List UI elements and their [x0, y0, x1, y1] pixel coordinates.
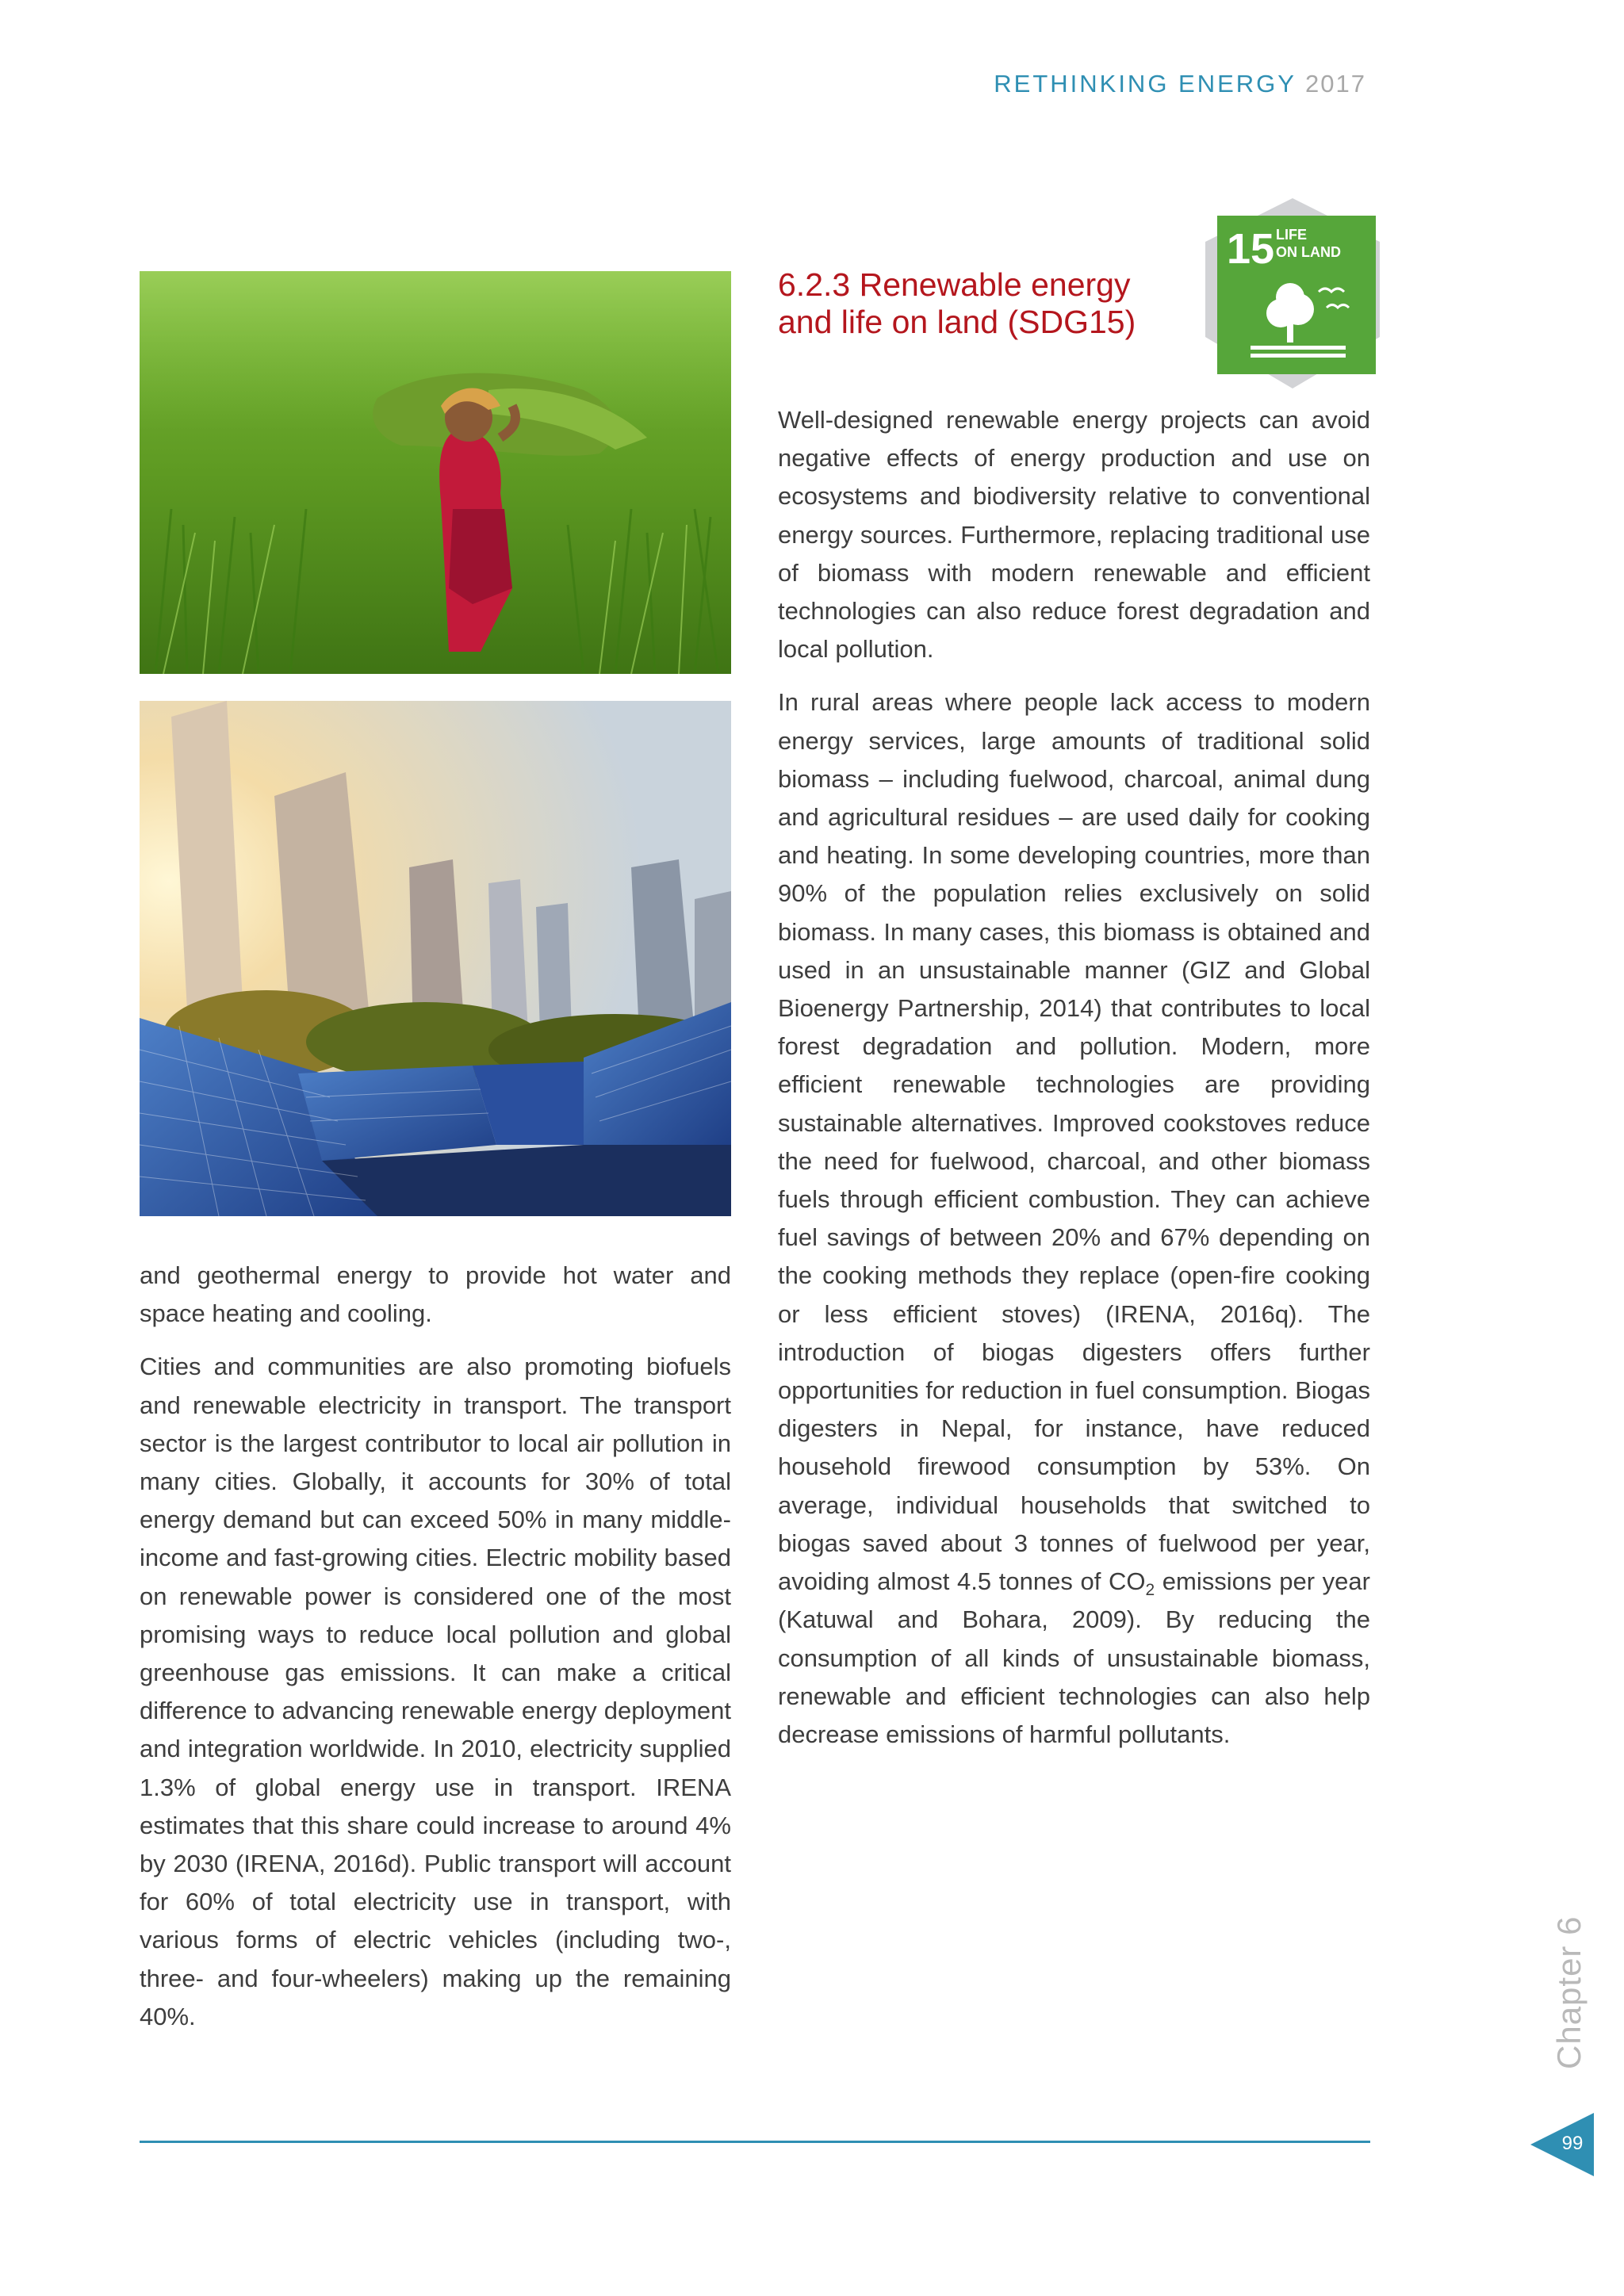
sdg-label-line1: LIFE [1276, 227, 1307, 243]
section-heading: 6.2.3 Renewable energy and life on land (SDG15) [778, 266, 1136, 340]
sdg-number: 15 [1227, 225, 1275, 273]
footer-divider [140, 2141, 1370, 2143]
paragraph: Cities and communities are also promoting biofuels and renewable electricity in transport. The transport sector is the largest contributor to local air pollution in many cities. Globally, it accounts for 30% of total energy demand but can exceed 50% in many middle-income and fast-growing cities. Electric mobility based on renewable power is considered one of the most promising ways to reduce local pollution and global greenhouse gas emissions. It can make a critical difference to advancing renewable energy deployment and integration worldwide. In 2010, electricity supplied 1.3% of global energy use in transport. IRENA estimates that this share could increase to around 4% by 2030 (IRENA, 2016d). Public transport will account for 60% of total electricity use in transport, with various forms of electric vehicles (including two-, three- and four-wheelers) making up the remaining 40%. [140, 1353, 731, 2030]
paragraph [778, 683, 1370, 1754]
header-year: 2017 [1305, 70, 1366, 98]
rice-field-farmer-photo [140, 271, 731, 674]
header-title: RETHINKING ENERGY [994, 70, 1297, 98]
co2-subscript: 2 [1145, 1581, 1155, 1600]
running-header [994, 70, 1366, 98]
city-solar-panels-photo [140, 701, 731, 1216]
page-number: 99 [1561, 2133, 1584, 2154]
paragraph: Well-designed renewable energy projects can avoid negative effects of energy production and use on ecosystems and biodiversity relative to conventional energy sources. Furthermore, replacing traditional use of biomass with modern renewable and efficient technologies can also reduce forest degradation and local pollution. [778, 406, 1370, 664]
paragraph-text: In rural areas where people lack access to modern energy services, large amounts of traditional solid biomass – including fuelwood, charcoal, animal dung and agricultural residues – are used daily for cooking and heating. In some developing countries, more than 90% of the population relies exclusively on solid biomass. In many cases, this biomass is obtained and used in an unsustainable manner (GIZ and Global Bioenergy Partnership, 2014) that contributes to local forest degradation and pollution. Modern, more efficient renewable technologies are providing sustainable alternatives. Improved cookstoves reduce the need for fuelwood, charcoal, and other biomass fuels through efficient combustion. They can achieve fuel savings of between 20% and 67% depending on the cooking methods they replace (open-fire cooking or less efficient stoves) (IRENA, 2016q). The introduction of biogas digesters offers further opportunities for reduction in fuel consumption. Biogas digesters in Nepal, for instance, have reduced household firewood consumption by 53%. On average, individual households that switched to biogas saved about 3 tonnes of fuelwood per year, avoiding almost 4.5 tonnes of CO [778, 688, 1370, 1596]
sdg-label-line2: ON LAND [1276, 244, 1341, 260]
chapter-label: Chapter 6 [1550, 1915, 1588, 2069]
paragraph-text-continued: emissions per year (Katuwal and Bohara, 2009). By reducing the consumption of all kinds of unsustainable biomass, renewable and efficient technologies can also help decrease emissions of harmful pollutants. [778, 1567, 1370, 1748]
left-text-column [140, 1257, 731, 2051]
paragraph: and geothermal energy to provide hot water and space heating and cooling. [140, 1261, 731, 1328]
right-text-column [778, 401, 1370, 1769]
sdg15-life-on-land-badge [1193, 198, 1392, 396]
